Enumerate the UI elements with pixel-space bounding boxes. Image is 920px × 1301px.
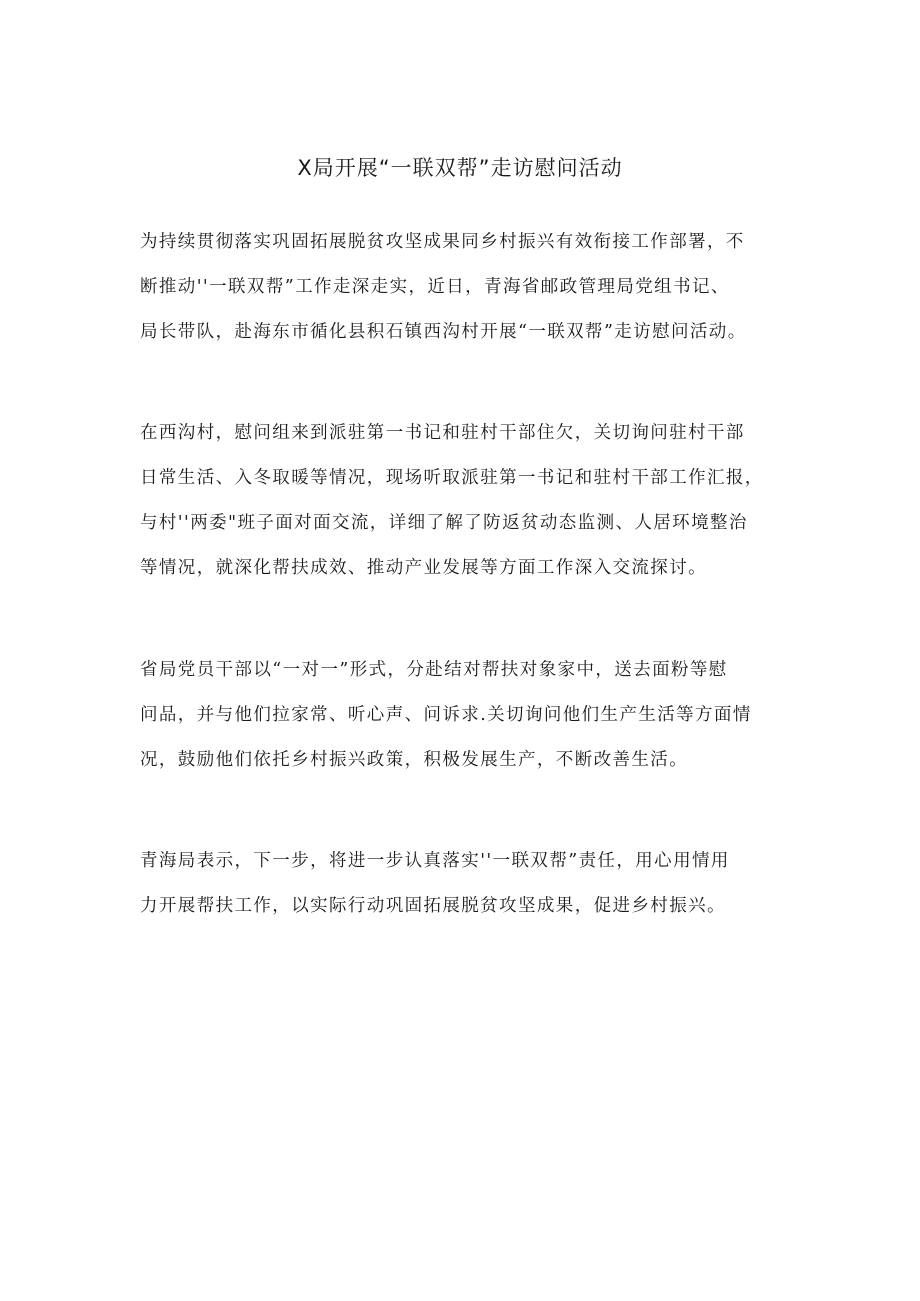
- paragraph-line: 断推动''一联双帮”工作走深走实，近日，青海省邮政管理局党组书记、: [140, 277, 730, 297]
- paragraph-line: 问品，并与他们拉家常、听心声、问诉求.关切询问他们生产生活等方面情: [140, 705, 752, 725]
- paragraph-1: [140, 220, 800, 355]
- paragraph-line: 为持续贯彻落实巩固拓展脱贫攻坚成果同乡村振兴有效衔接工作部署，不: [140, 232, 745, 252]
- paragraph-line: 况，鼓励他们依托乡村振兴政策，积极发展生产，不断改善生活。: [140, 750, 689, 770]
- paragraph-line: 与村''两委"班子面对面交流，详细了解了防返贫动态监测、人居环境整治: [140, 513, 748, 533]
- paragraph-line: 省局党员干部以“一对一”形式，分赴结对帮扶对象家中，送去面粉等慰: [140, 660, 728, 680]
- paragraph-line: 局长带队，赴海东市循化县积石镇西沟村开展“一联双帮”走访慰问活动。: [140, 322, 747, 342]
- paragraph-line: 在西沟村，慰问组来到派驻第一书记和驻村干部住欠，关切询问驻村干部: [140, 423, 745, 443]
- paragraph-4: [140, 839, 800, 929]
- document-title: X局开展“一联双帮”走访慰问活动: [297, 156, 623, 180]
- paragraph-line: 力开展帮扶工作，以实际行动巩固拓展脱贫攻坚成果，促进乡村振兴。: [140, 896, 726, 916]
- paragraph-3: [140, 648, 800, 783]
- paragraph-2: [140, 411, 800, 591]
- paragraph-line: 日常生活、入冬取暖等情况，现场听取派驻第一书记和驻村干部工作汇报，: [140, 468, 764, 488]
- paragraph-line: 青海局表示，下一步，将进一步认真落实''一联双帮”责任，用心用情用: [140, 851, 730, 871]
- paragraph-line: 等情况，就深化帮扶成效、推动产业发展等方面工作深入交流探讨。: [140, 558, 707, 578]
